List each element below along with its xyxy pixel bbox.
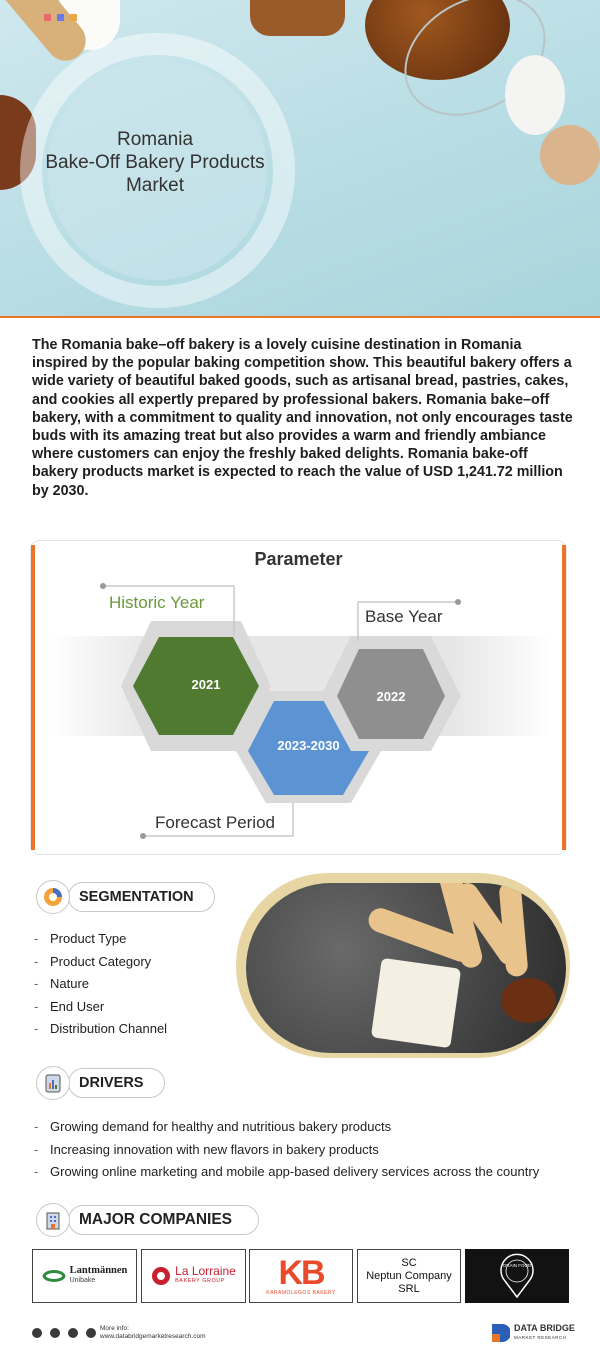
- la-lorraine-name: La Lorraine: [175, 1264, 236, 1278]
- logo-la-lorraine: [141, 1249, 246, 1303]
- segmentation-heading: [68, 882, 215, 912]
- list-item: - Distribution Channel: [34, 1021, 168, 1036]
- cinnamon-sticks-decoration: [250, 0, 345, 36]
- spoon-decoration: [540, 125, 600, 185]
- list-item: - Nature: [34, 976, 90, 991]
- historic-dot: [100, 583, 106, 589]
- kb-sub: KARAMOLEGOS BAKERY: [266, 1290, 336, 1296]
- hero-banner: [0, 0, 600, 318]
- brand-sub: MARKET RESEARCH: [514, 1335, 567, 1340]
- segmentation-list: [34, 928, 167, 1041]
- logo-grain-food: [465, 1249, 569, 1303]
- la-lorraine-flower-icon: [151, 1266, 171, 1286]
- neptun-line-2: Neptun Company: [366, 1269, 452, 1282]
- companies-heading: [68, 1205, 259, 1235]
- whatsapp-icon[interactable]: [32, 1328, 42, 1338]
- data-bridge-logo: [490, 1322, 575, 1344]
- historic-year-value: 2021: [191, 677, 221, 692]
- drivers-icon: [36, 1066, 70, 1100]
- color-dots: [44, 14, 77, 21]
- facebook-icon[interactable]: [50, 1328, 60, 1338]
- logo-kb: [249, 1249, 353, 1303]
- social-icons: [32, 1328, 96, 1338]
- twitter-icon[interactable]: [68, 1328, 78, 1338]
- report-icon: [42, 1072, 64, 1094]
- companies-icon: [36, 1203, 70, 1237]
- instagram-icon[interactable]: [86, 1328, 96, 1338]
- bakery-photo-inner: [246, 883, 566, 1053]
- companies-title: MAJOR COMPANIES: [79, 1211, 233, 1228]
- list-item: - Growing demand for healthy and nutritious bakery products: [34, 1119, 392, 1134]
- segmentation-icon: [36, 880, 70, 914]
- forecast-period-value: 2023-2030: [277, 738, 340, 753]
- parameter-title: Parameter: [254, 549, 343, 569]
- bakery-photo: [236, 873, 570, 1058]
- intro-paragraph: The Romania bake–off bakery is a lovely cuisine destination in Romania inspired by the popular baking competition show. This beautiful bakery offers a wide variety of beautiful baked goods, such as artisanal bread, pastries, cakes, and cookies all expertly prepared by professional bakers. Romania bake–off bakery, with a commitment to quality and innovation, not only encourages taste buds with its amazing treat but also provides a warm and friendly ambiance where customers can enjoy the freshly baked delights. Romania bake-off bakery products market is expected to reach the value of USD 1,241.72 million by 2030.: [32, 337, 573, 499]
- forecast-period-label: Forecast Period: [155, 813, 275, 832]
- la-lorraine-sub: BAKERY GROUP: [175, 1278, 225, 1284]
- egg-decoration: [505, 55, 565, 135]
- more-info-label: More info:: [100, 1325, 129, 1332]
- base-year-value: 2022: [376, 689, 406, 704]
- pie-chart-icon: [42, 886, 64, 908]
- lantmannen-name: Lantmännen: [69, 1265, 128, 1276]
- brand-name: DATA BRIDGE: [514, 1323, 575, 1333]
- grain-food-pin-icon: [497, 1253, 537, 1299]
- parameter-graphic: [31, 541, 568, 856]
- grain-food-text: GRAIN FOOD: [502, 1263, 532, 1268]
- drivers-heading: [68, 1068, 165, 1098]
- base-dot: [455, 599, 461, 605]
- list-item: - Increasing innovation with new flavors in bakery products: [34, 1141, 379, 1157]
- base-year-label: Base Year: [365, 607, 443, 626]
- historic-year-label: Historic Year: [109, 593, 205, 612]
- neptun-line-1: SC: [401, 1256, 417, 1269]
- parameter-panel: [30, 540, 567, 855]
- neptun-line-3: SRL: [398, 1282, 420, 1295]
- building-icon: [42, 1209, 64, 1231]
- drivers-list: [34, 1116, 539, 1184]
- logo-lantmannen: [32, 1249, 137, 1303]
- list-item: - Growing online marketing and mobile app-based delivery services across the country: [34, 1164, 540, 1179]
- list-item: - End User: [34, 998, 105, 1014]
- page-title: [20, 128, 290, 197]
- more-info: [100, 1325, 206, 1341]
- more-info-url[interactable]: www.databridgemarketresearch.com: [100, 1333, 206, 1340]
- list-item: - Product Category: [34, 953, 152, 969]
- kb-mark: KB: [278, 1254, 324, 1292]
- title-line-2: Bake-Off Bakery Products: [45, 152, 265, 173]
- title-line-1: Romania: [116, 129, 194, 150]
- segmentation-title: SEGMENTATION: [79, 889, 194, 905]
- list-item: - Product Type: [34, 931, 127, 946]
- lantmannen-swoosh-icon: [42, 1268, 66, 1284]
- drivers-title: DRIVERS: [79, 1075, 144, 1091]
- forecast-dot: [140, 833, 146, 839]
- data-bridge-mark-icon: [490, 1322, 510, 1344]
- title-line-3: Market: [125, 175, 185, 196]
- lantmannen-sub: Unibake: [69, 1277, 96, 1284]
- logo-neptun: [357, 1249, 461, 1303]
